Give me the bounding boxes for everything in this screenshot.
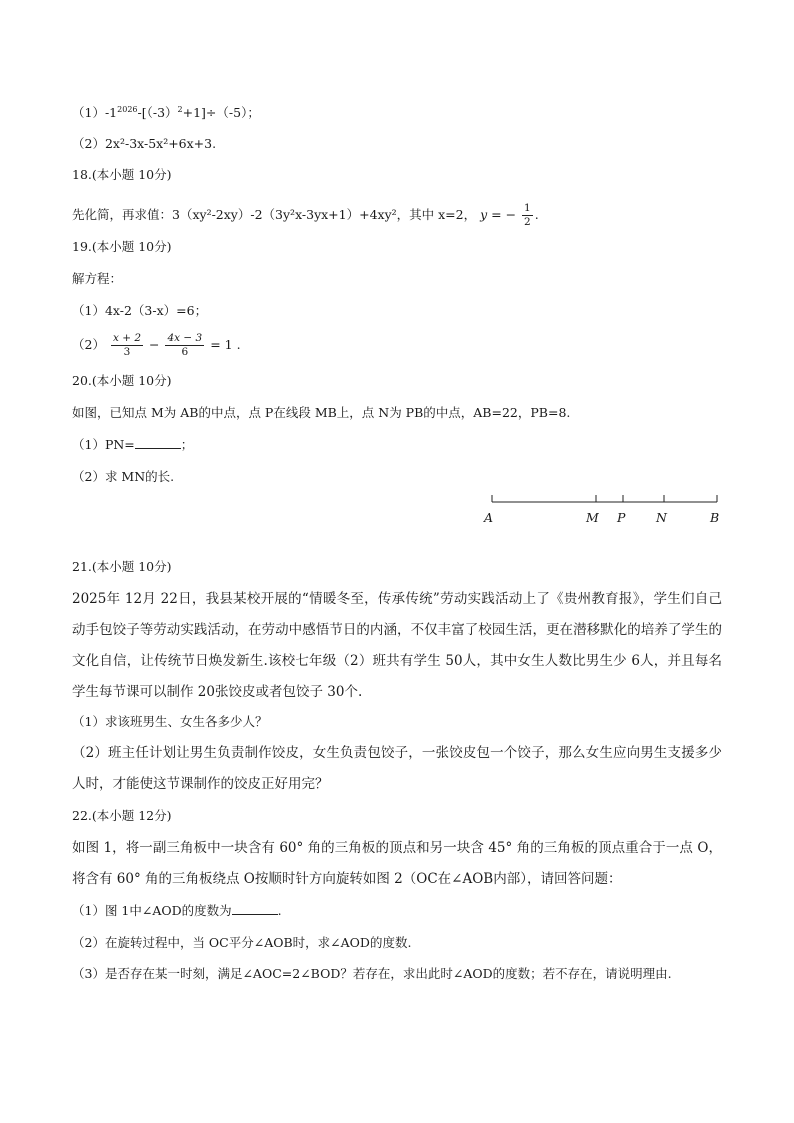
q22-part-1: [72, 902, 282, 920]
label-b: B: [710, 510, 720, 525]
q18-num: 1: [524, 202, 531, 214]
q22-heading: 22.(本小题 12分): [72, 808, 172, 823]
problem-17-part-2: （2）2x²-3x-5x²+6x+3.: [72, 136, 217, 151]
q20-part-2: （2）求 MN的长.: [72, 469, 175, 484]
q19-num-2: 4x − 3: [167, 332, 203, 344]
p17-1-text: （1）-1: [72, 105, 118, 120]
q19-2-pre: （2）: [72, 337, 105, 352]
p17-1-exponent: 2026: [117, 105, 138, 114]
q21-part-2: （2）班主任计划让男生负责制作饺皮，女生负责包饺子，一张饺皮包一个饺子，那么女生应向男生支援多少人时，才能使这节课制作的饺皮正好用完？: [72, 745, 722, 792]
q22-part-2: （2）在旋转过程中，当 OC平分∠AOB时，求∠AOD的度数.: [72, 935, 412, 950]
label-n: N: [656, 510, 667, 525]
q20-heading: 20.(本小题 10分): [72, 373, 172, 388]
q20-1-post: ；: [180, 437, 194, 452]
answer-blank[interactable]: [232, 902, 278, 915]
q21-heading: 21.(本小题 10分): [72, 559, 172, 574]
q19-num-1: x + 2: [112, 332, 142, 344]
label-a: A: [484, 510, 494, 525]
p17-1-rest: -[（-3）: [137, 105, 178, 120]
q20-1-pre: （1）PN=: [72, 437, 135, 452]
q18-den: 2: [524, 216, 531, 228]
q18-statement: 先化简，再求值：3（xy²-2xy）-2（3y²x-3yx+1）+4xy²，其中 x=2， y = − $\frac{1}{2}$ .: [72, 202, 539, 228]
q19-equals: = 1 .: [210, 337, 241, 352]
q22-1-post: .: [277, 903, 282, 918]
q21-paragraph: 2025年 12月 22日，我县某校开展的“情暖冬至，传承传统”劳动实践活动上了《贵州教育报》，学生们自己动手包饺子等劳动实践活动，在劳动中感悟节日的内涵，不仅丰富了校园生活，更在潜移默化的培养了学生的文化自信，让传统节日焕发新生.该校七年级（2）班共有学生 50人，其中女生人数比男生少 6人，并且每名学生每节课可以制作 20张饺皮或者包饺子 30个.: [72, 591, 722, 700]
q22-part-3: （3）是否存在某一时刻，满足∠AOC=2∠BOD？若存在，求出此时∠AOD的度数；若不存在，请说明理由.: [72, 966, 672, 981]
q19-heading: 19.(本小题 10分): [72, 239, 172, 254]
q19-intro: 解方程：: [72, 271, 123, 286]
label-m: M: [586, 510, 599, 525]
q19-minus: −: [149, 337, 160, 352]
q18-y: y = −: [480, 207, 517, 222]
q19-den-1: 3: [123, 346, 131, 358]
p17-1-exponent2: 2: [177, 105, 183, 114]
q20-statement: 如图，已知点 M为 AB的中点，点 P在线段 MB上，点 N为 PB的中点，AB=22，PB=8.: [72, 405, 571, 420]
q18-text: 先化简，再求值：3（xy²-2xy）-2（3y²x-3yx+1）+4xy²，其中 x=2，: [72, 207, 477, 222]
p17-1-tail: +1]÷（-5）；: [182, 105, 260, 120]
q22-paragraph: 如图 1，将一副三角板中一块含有 60° 角的三角板的顶点和另一块含 45° 角的三角板的顶点重合于一点 O，将含有 60° 角的三角板绕点 O按顺时针方向旋转如图 2（OC在∠AOB内部），请回答问题：: [72, 840, 722, 887]
q19-den-2: 6: [181, 346, 189, 358]
q22-1-pre: （1）图 1中∠AOD的度数为: [72, 903, 232, 918]
q21-part-1: （1）求该班男生、女生各多少人？: [72, 714, 268, 729]
q18-heading: 18.(本小题 10分): [72, 167, 172, 182]
label-p: P: [617, 510, 626, 525]
q19-part-1: （1）4x-2（3-x）=6；: [72, 303, 208, 318]
